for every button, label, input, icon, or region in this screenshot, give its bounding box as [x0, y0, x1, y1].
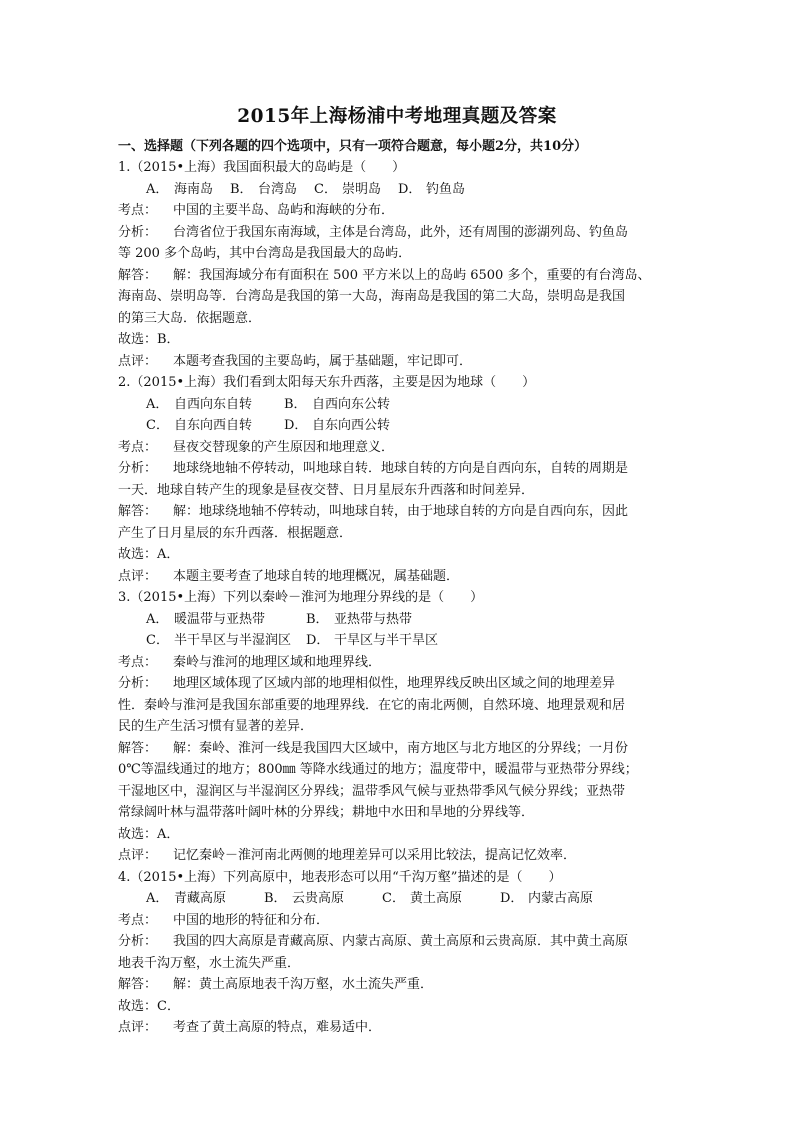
kaodian-text: 中国的地形的特征和分布．: [173, 912, 330, 928]
kaodian-line: [118, 437, 678, 459]
answer-line: 故选：A．: [118, 826, 180, 842]
question-3: [118, 587, 678, 867]
section-heading: 一、选择题（下列各题的四个选项中，只有一项符合题意，每小题2分，共10分）: [118, 139, 588, 154]
kaodian-label: 考点：: [118, 654, 158, 670]
fenxi-line: 性．秦岭与淮河是我国东部重要的地理界线．在它的南北两侧，自然环境、地理景观和居: [118, 697, 626, 713]
jieda-line: [118, 265, 678, 287]
fenxi-line: [118, 673, 678, 695]
question-stem: 3.（2015•上海）下列以秦岭－淮河为地理分界线的是（ ）: [118, 590, 484, 605]
fenxi-text: 我国的四大高原是青藏高原、内蒙古高原、黄土高原和云贵高原．其中黄土高原: [173, 934, 629, 949]
dianping-text: 本题考查我国的主要岛屿，属于基础题，牢记即可．: [173, 353, 473, 369]
fenxi-label: 分析：: [118, 934, 158, 949]
answer-line: 故选：B．: [118, 332, 180, 347]
dianping-label: 点评：: [118, 1020, 158, 1035]
dianping-label: 点评：: [118, 353, 158, 369]
jieda-line: [118, 738, 678, 760]
option-row: [118, 415, 678, 437]
jieda-line: 干湿地区中，湿润区与半湿润区分界线；温带季风气候与亚热带季风气候分界线；亚热带: [118, 783, 626, 799]
option-a: A． 自西向东自转: [146, 396, 253, 412]
question-list: [118, 157, 678, 1039]
dianping-line: [118, 566, 678, 588]
fenxi-label: 分析：: [118, 676, 158, 691]
kaodian-line: [118, 652, 678, 674]
jieda-label: 解答：: [118, 977, 158, 992]
fenxi-line: [118, 931, 678, 953]
jieda-label: 解答：: [118, 504, 158, 519]
kaodian-label: 考点：: [118, 439, 158, 455]
option-a: A． 青藏高原: [146, 891, 227, 906]
kaodian-text: 昼夜交替现象的产生原因和地理意义．: [173, 439, 395, 455]
fenxi-text: 地理区域体现了区域内部的地理相似性，地理界线反映出区域之间的地理差异: [173, 676, 616, 691]
option-b: B． 自西向东公转: [284, 396, 391, 412]
question-stem: 1.（2015•上海）我国面积最大的岛屿是（ ）: [118, 160, 406, 175]
kaodian-text: 秦岭与淮河的地理区域和地理界线．: [173, 654, 382, 670]
jieda-line: 产生了日月星辰的东升西落．根据题意．: [118, 525, 353, 541]
option-d: D． 钓鱼岛: [398, 181, 466, 197]
answer-line: 故选：A．: [118, 547, 180, 562]
option-d: D． 干旱区与半干旱区: [306, 633, 439, 648]
option-a: A． 海南岛: [146, 181, 214, 197]
fenxi-text: 地球绕地轴不停转动，叫地球自转．地球自转的方向是自西向东，自转的周期是: [173, 461, 629, 476]
question-stem: 2.（2015•上海）我们看到太阳每天东升西落，主要是因为地球（ ）: [118, 375, 536, 390]
option-b: B． 台湾岛: [230, 181, 298, 197]
kaodian-line: [118, 910, 678, 932]
fenxi-line: 一天．地球自转产生的现象是昼夜交替、日月星辰东升西落和时间差异．: [118, 482, 535, 498]
kaodian-label: 考点：: [118, 203, 158, 218]
answer-line: 故选：C．: [118, 998, 180, 1014]
fenxi-line: [118, 222, 678, 244]
fenxi-line: [118, 458, 678, 480]
jieda-line: [118, 501, 678, 523]
dianping-line: [118, 845, 678, 867]
jieda-label: 解答：: [118, 740, 158, 756]
jieda-line: [118, 974, 678, 996]
dianping-label: 点评：: [118, 568, 158, 584]
option-b: B． 云贵高原: [264, 891, 345, 906]
jieda-line: 的第三大岛．依据题意．: [118, 310, 262, 326]
option-row: [118, 630, 678, 652]
dianping-text: 本题主要考查了地球自转的地理概况，属基础题．: [173, 568, 460, 584]
dianping-line: [118, 1017, 678, 1039]
option-c: C． 自东向西自转: [146, 418, 253, 433]
option-c: C． 半干旱区与半湿润区: [146, 633, 292, 648]
jieda-line: 海南岛、崇明岛等．台湾岛是我国的第一大岛，海南岛是我国的第二大岛，崇明岛是我国: [118, 289, 626, 304]
fenxi-label: 分析：: [118, 224, 158, 240]
question-1: [118, 157, 678, 372]
question-2: [118, 372, 678, 587]
jieda-text: 解：黄土高原地表千沟万壑，水土流失严重．: [173, 977, 434, 992]
question-4: [118, 867, 678, 1039]
fenxi-line: 地表千沟万壑，水土流失严重．: [118, 955, 301, 971]
dianping-text: 考查了黄土高原的特点，难易适中．: [173, 1020, 382, 1035]
option-b: B． 亚热带与热带: [306, 611, 413, 627]
option-row: [118, 888, 678, 910]
jieda-text: 解：地球绕地轴不停转动，叫地球自转，由于地球自转的方向是自西向东，因此: [173, 504, 629, 519]
option-d: D． 内蒙古高原: [500, 891, 594, 906]
fenxi-line: 民的生产生活习惯有显著的差异．: [118, 719, 314, 734]
option-a: A． 暖温带与亚热带: [146, 611, 266, 627]
option-d: D． 自东向西公转: [284, 418, 391, 433]
option-c: C． 黄土高原: [382, 891, 463, 906]
page-title: 2015年上海杨浦中考地理真题及答案: [237, 106, 557, 127]
dianping-label: 点评：: [118, 848, 158, 863]
fenxi-line: 等 200 多个岛屿，其中台湾岛是我国最大的岛屿．: [118, 246, 412, 261]
jieda-line: 0℃等温线通过的地方；800㎜ 等降水线通过的地方；温度带中，暖温带与亚热带分界线；: [118, 762, 638, 777]
option-row: [118, 609, 678, 631]
fenxi-label: 分析：: [118, 461, 158, 476]
dianping-line: [118, 351, 678, 373]
jieda-label: 解答：: [118, 267, 158, 283]
option-row: [118, 179, 678, 201]
dianping-text: 记忆秦岭－淮河南北两侧的地理差异可以采用比较法，提高记忆效率．: [173, 848, 577, 863]
kaodian-label: 考点：: [118, 912, 158, 928]
kaodian-text: 中国的主要半岛、岛屿和海峡的分布．: [173, 203, 395, 218]
option-row: [118, 394, 678, 416]
option-c: C． 崇明岛: [314, 181, 382, 197]
jieda-text: 解：秦岭、淮河一线是我国四大区域中，南方地区与北方地区的分界线；一月份: [173, 740, 629, 756]
question-stem: 4.（2015•上海）下列高原中，地表形态可以用“千沟万壑”描述的是（ ）: [118, 869, 562, 885]
fenxi-text: 台湾省位于我国东南海域，主体是台湾岛，此外，还有周围的澎湖列岛、钓鱼岛: [173, 224, 629, 240]
kaodian-line: [118, 200, 678, 222]
jieda-text: 解：我国海域分布有面积在 500 平方米以上的岛屿 6500 多个，重要的有台湾岛、: [173, 267, 651, 283]
jieda-line: 常绿阔叶林与温带落叶阔叶林的分界线；耕地中水田和旱地的分界线等．: [118, 805, 535, 820]
